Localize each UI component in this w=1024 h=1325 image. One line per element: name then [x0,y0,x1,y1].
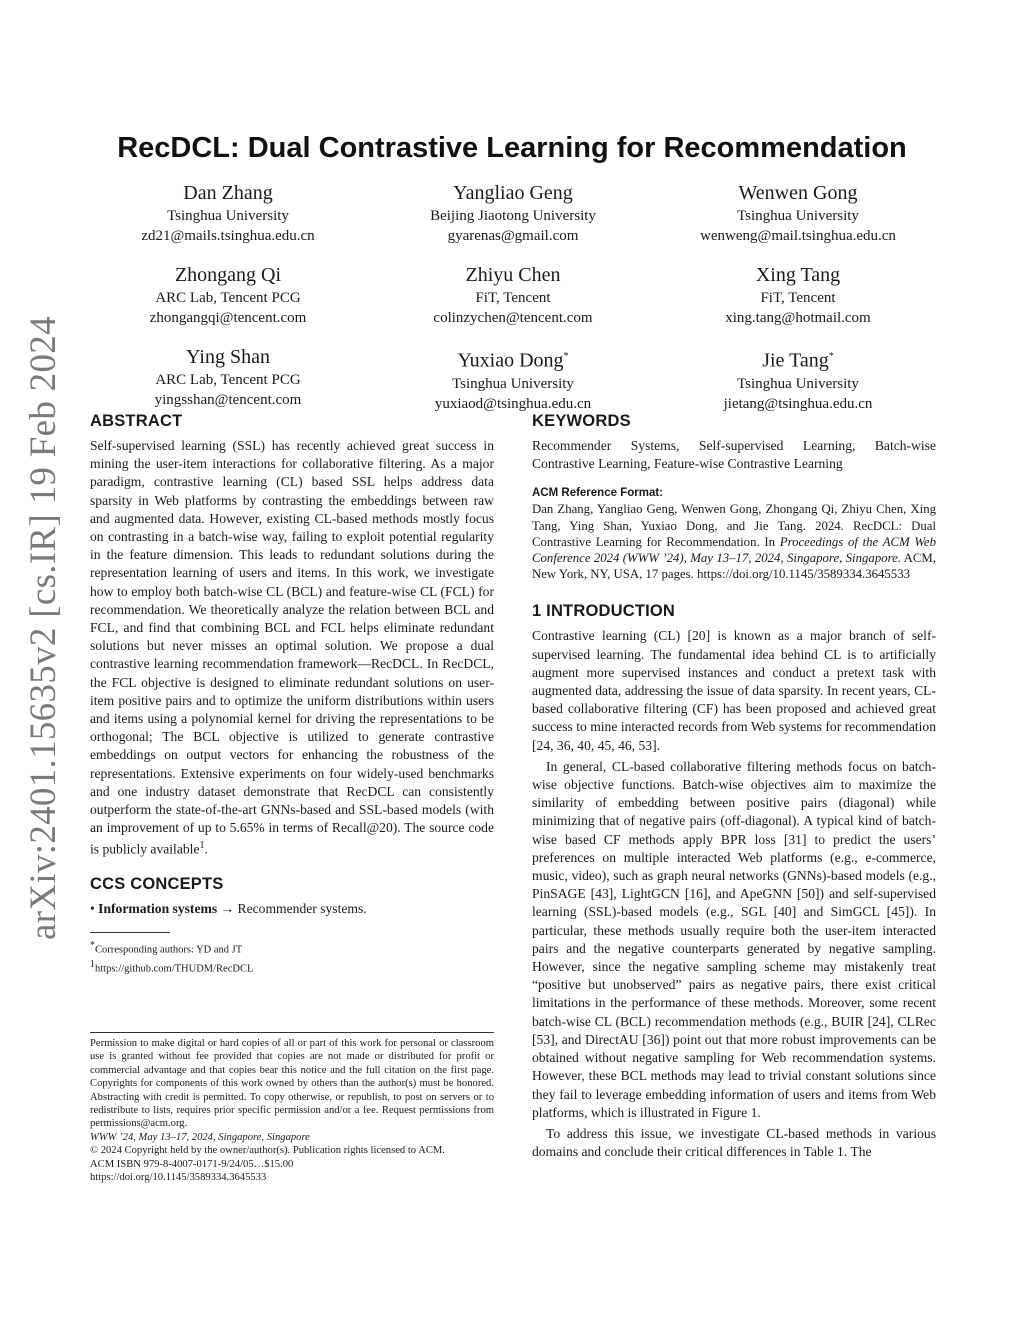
intro-paragraph-1: Contrastive learning (CL) [20] is known as a major branch of self-supervised learning. The fundamental idea behind CL is to artificially augment more supervised instances and conduct a pretext task with augmented data, addressing the issue of data sparsity. In recent years, CL-based collaborative filtering (CF) has been proposed and achieved great success to mine interacted records from Web systems for recommendation [24, 36, 40, 45, 46, 53]. [532,628,936,753]
ccs-arrow: → [220,901,235,917]
author-affiliation: FiT, Tencent [760,290,836,306]
right-column [532,412,936,1161]
author-card [88,180,368,246]
footnote-text: Corresponding authors: YD and JT [95,944,243,956]
ccs-concepts [90,900,494,918]
author-email: zd21@mails.tsinghua.edu.cn [141,228,315,244]
permission-text: Permission to make digital or hard copies of all or part of this work for personal or classroom use is granted without fee provided that copies are not made or distributed for profit or commercial advantage and that copies bear this notice and the full citation on the first page. Copyrights for components of this work owned by others than the author(s) must be honored. Abstracting with credit is permitted. To copy otherwise, or republish, to post on servers or to redistribute to lists, requires prior specific permission and/or a fee. Request permissions from permissions@acm.org. [90,1038,494,1130]
ccs-category: Information systems [98,901,218,917]
author-card [658,180,938,246]
footnote-divider [90,932,170,933]
author-name: Wenwen Gong [738,182,858,204]
author-name [373,344,653,374]
ccs-bullet: • [90,901,95,917]
author-card [373,180,653,246]
corresponding-mark: * [563,351,569,362]
intro-heading: 1 INTRODUCTION [532,602,676,621]
footnote-mark: 1 [90,958,95,970]
acm-ref-proceedings: Proceedings of the ACM Web Conference 2024 (WWW ’24), May 13–17, 2024, Singapore, Singapore. [532,534,936,566]
author-email: xing.tang@hotmail.com [725,310,871,326]
author-affiliation: Tsinghua University [737,375,859,392]
author-affiliation: ARC Lab, Tencent PCG [155,372,301,388]
arxiv-identifier: arXiv:2401.15635v2 [cs.IR] 19 Feb 2024 [23,316,64,940]
acm-ref-authors: Dan Zhang, Yangliao Geng, Wenwen Gong, Zhongang Qi, Zhiyu Chen, Xing Tang, Ying Shan, Yuxiao Dong, and Jie Tang. 2024. RecDCL: Dual Contrastive Learning for Recommendation. In [532,502,936,549]
abstract-heading: ABSTRACT [90,412,183,430]
author-affiliation: Tsinghua University [452,375,574,392]
footnote-mark: * [90,940,95,952]
author-affiliation: FiT, Tencent [475,290,551,306]
author-card [373,344,653,414]
author-email: yuxiaod@tsinghua.edu.cn [434,395,592,412]
doi-line: https://doi.org/10.1145/3589334.3645533 [90,1172,267,1184]
footnote-ref: 1 [199,840,205,852]
author-card [373,262,653,328]
footnote-url: https://github.com/THUDM/RecDCL [95,963,254,975]
footnote-source [90,958,494,977]
author-block [88,180,938,430]
intro-paragraph-2: In general, CL-based collaborative filtering methods focus on batch-wise objective functions. Batch-wise objectives aim to maximize the similarity of embedding between positive pairs (diagonal) while minimizing that of negative pairs (off-diagonal). A typical kind of batch-wise based CF methods apply BPR loss [31] to predict the users’ preferences on multiple interacted Web platforms (e.g., e-commerce, music, video), such as graph neural networks (GNNs)-based models (e.g., PinSAGE [43], LightGCN [16], and ApeGNN [50]) and self-supervised learning (SSL)-based models (e.g., SGL [40] and SimGCL [45]). In particular, these methods usually require both the user-item interacted pairs and the negative counterparts generated by negative sampling. However, since the negative sampling scheme may mistakenly treat “positive but unobserved” pairs as negative pairs, there exist critical limitations in the performance of these methods. Moreover, some recent batch-wise CL (BCL) recommendation methods (e.g., BUIR [24], CLRec [53], and DirectAU [36]) point out that more robust improvements can be obtained without negative sampling for Web recommendation systems. However, these BCL methods may lead to trivial constant solutions since they fail to leverage embedding information of users and items from Web platforms, which is illustrated in Figure 1. [532,758,936,1120]
paper-title: RecDCL: Dual Contrastive Learning for Recommendation [117,132,907,164]
author-email: zhongangqi@tencent.com [149,310,307,326]
author-name: Ying Shan [186,346,270,368]
abstract-end: . [204,842,208,857]
author-card [658,262,938,328]
author-name: Xing Tang [755,264,841,286]
author-card [88,344,368,414]
copyright-line: © 2024 Copyright held by the owner/author(s). Publication rights licensed to ACM. [90,1145,445,1157]
author-name: Dan Zhang [183,182,273,204]
author-email: gyarenas@gmail.com [447,228,579,244]
author-row [88,262,938,328]
acm-ref-heading: ACM Reference Format: [532,487,663,500]
isbn-line: ACM ISBN 979-8-4007-0171-9/24/05…$15.00 [90,1158,294,1170]
author-card [88,262,368,328]
author-name: Yangliao Geng [453,182,573,204]
abstract-body: Self-supervised learning (SSL) has recently achieved great success in mining the user-item interactions for collaborative filtering. As a major paradigm, contrastive learning (CL) based SSL helps address data sparsity in Web platforms by contrasting the embeddings between raw and augmented data. However, existing CL-based methods mostly focus on contrasting in a batch-wise way, failing to exploit potential regularity in the feature dimension. This leads to redundant solutions during the representation learning of users and items. In this work, we investigate how to employ both batch-wise CL (BCL) and feature-wise CL (FCL) for recommendation. We theoretically analyze the relation between BCL and FCL, and find that combining BCL and FCL helps eliminate redundant solutions but never misses an optimal solution. We propose a dual contrastive learning recommendation framework—RecDCL. In RecDCL, the FCL objective is designed to eliminate redundant solutions on user-item positive pairs and to optimize the uniform distributions within users and items using a polynomial kernel for driving the representations to be orthogonal; The BCL objective is utilized to generate contrastive embeddings on output vectors for enhancing the robustness of the representations. Extensive experiments on four widely-used benchmarks and one industry dataset demonstrate that RecDCL can consistently outperform the state-of-the-art GNNs-based and SSL-based models (with an improvement of up to 5.65% in terms of Recall@20). The source code is publicly available [90,438,494,857]
author-card [658,344,938,414]
acm-ref-publisher: ACM, New York, NY, USA, 17 pages. https://doi.org/10.1145/3589334.3645533 [532,551,936,582]
intro-paragraph-3: To address this issue, we investigate CL-based methods in various domains and conclude their critical differences in Table 1. The [532,1125,936,1160]
keywords-text: Recommender Systems, Self-supervised Learning, Batch-wise Contrastive Learning, Feature-wise Contrastive Learning [532,438,936,472]
footnote-corresponding [90,939,494,958]
author-affiliation: Beijing Jiaotong University [430,208,596,224]
abstract-text [90,437,494,859]
author-row [88,180,938,246]
author-name-text: Yuxiao Dong [457,349,564,372]
author-affiliation: Tsinghua University [737,208,859,224]
author-email: yingsshan@tencent.com [154,392,302,408]
author-name [658,344,938,374]
author-email: colinzychen@tencent.com [433,310,593,326]
corresponding-mark: * [828,351,834,362]
author-name: Zhiyu Chen [465,264,561,286]
author-affiliation: Tsinghua University [167,208,289,224]
venue-line: WWW ’24, May 13–17, 2024, Singapore, Singapore [90,1131,310,1143]
author-name-text: Jie Tang [762,349,829,372]
ccs-subcategory: Recommender systems. [237,901,367,917]
author-name: Zhongang Qi [174,264,282,286]
author-email: jietang@tsinghua.edu.cn [723,395,873,412]
left-column [90,412,494,976]
keywords-heading: KEYWORDS [532,412,631,430]
author-row [88,344,938,414]
acm-ref-text [532,501,936,582]
ccs-heading: CCS CONCEPTS [90,875,224,894]
author-email: wenweng@mail.tsinghua.edu.cn [700,228,896,244]
author-affiliation: ARC Lab, Tencent PCG [155,290,301,306]
permission-block [90,1032,494,1184]
